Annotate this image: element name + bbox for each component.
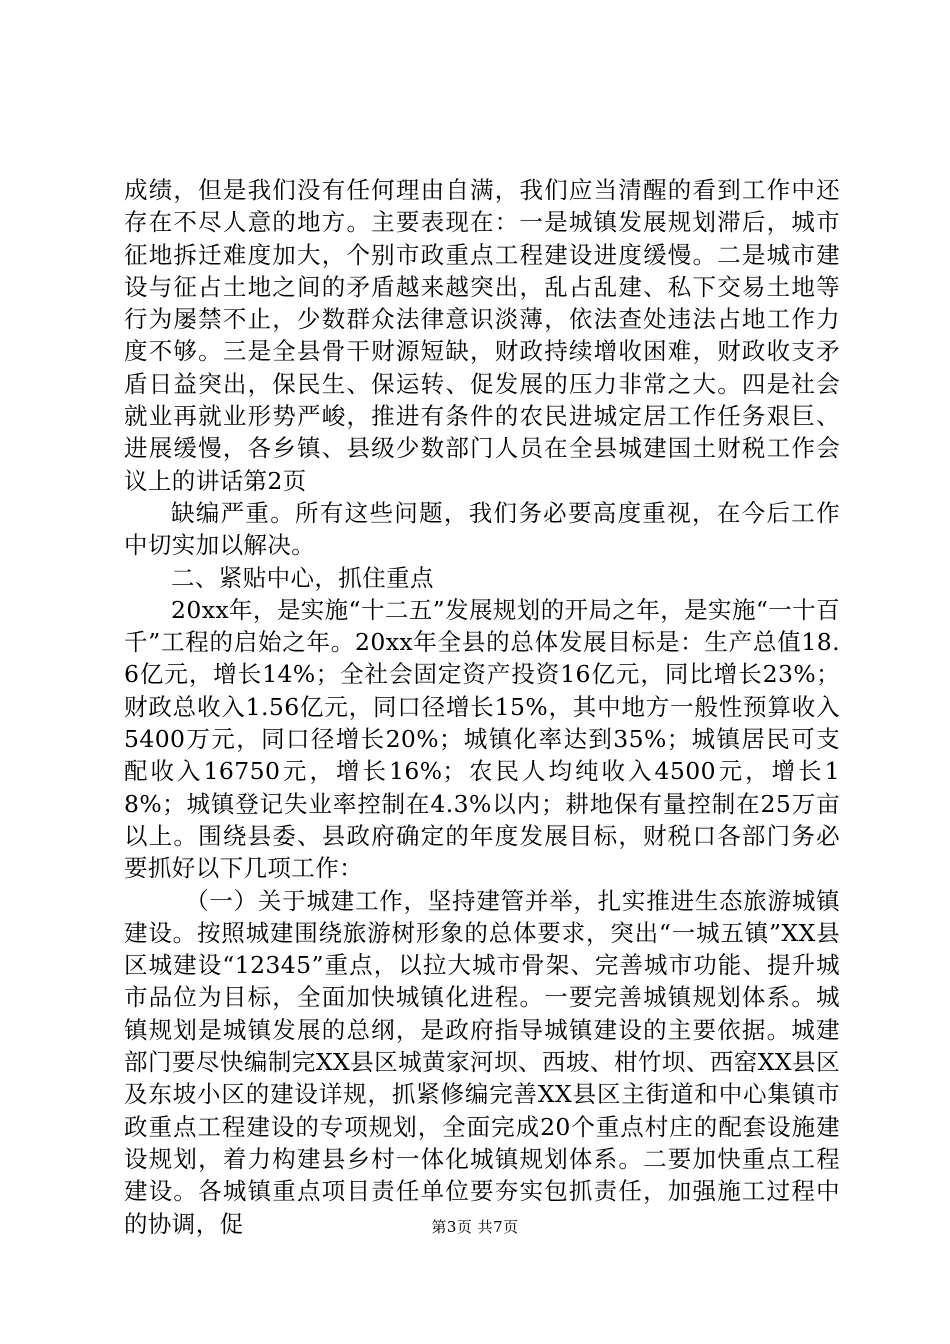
- paragraph-shortage: 缺编严重。所有这些问题，我们务必要高度重视，在今后工作中切实加以解决。: [124, 498, 840, 560]
- page-footer: 第3页 共7页: [431, 1218, 519, 1236]
- paragraph-problems: 成绩，但是我们没有任何理由自满，我们应当清醒的看到工作中还存在不尽人意的地方。主要表现在：一是城镇发展规划滞后，城市征地拆迁难度加大，个别市政重点工程建设进度缓慢。二是城市建设与征占土地之间的矛盾越来越突出，乱占乱建、私下交易土地等行为屡禁不止，少数群众法律意识淡薄，依法查处违法占地工作力度不够。三是全县骨干财源短缺，财政持续增收困难，财政收支矛盾日益突出，保民生、保运转、促发展的压力非常之大。四是社会就业再就业形势严峻，推进有条件的农民进城定居工作任务艰巨、进展缓慢，各乡镇、县级少数部门人员在全县城建国土财税工作会议上的讲话第2页: [124, 176, 840, 495]
- paragraph-goals: 20xx年，是实施“十二五”发展规划的开局之年，是实施“一十百千”工程的启始之年。20xx年全县的总体发展目标是：生产总值18.6亿元，增长14%；全社会固定资产投资16亿元，同比增长23%；财政总收入1.56亿元，同口径增长15%，其中地方一般性预算收入5400万元，同口径增长20%；城镇化率达到35%；城镇居民可支配收入16750元，增长16%；农民人均纯收入4500元，增长18%；城镇登记失业率控制在4.3%以内；耕地保有量控制在25万亩以上。围绕县委、县政府确定的年度发展目标，财税口各部门务必要抓好以下几项工作：: [124, 595, 840, 883]
- document-body: [124, 174, 840, 1240]
- paragraph-urban-construction: （一）关于城建工作，坚持建管并举，扎实推进生态旅游城镇建设。按照城建围绕旅游树形象的总体要求，突出“一城五镇”XX县区城建设“12345”重点，以拉大城市骨架、完善城市功能、提升城市品位为目标，全面加快城镇化进程。一要完善城镇规划体系。城镇规划是城镇发展的总纲，是政府指导城镇建设的主要依据。城建部门要尽快编制完XX县区城黄家河坝、西坡、柑竹坝、西窑XX县区及东坡小区的建设详规，抓紧修编完善XX县区主街道和中心集镇市政重点工程建设的专项规划，全面完成20个重点村庄的配套设施建设规划，着力构建县乡村一体化城镇规划体系。二要加快重点工程建设。各城镇重点项目责任单位要夯实包抓责任，加强施工过程中的协调，促: [124, 886, 840, 1238]
- section-heading: 二、紧贴中心，抓住重点: [171, 563, 434, 592]
